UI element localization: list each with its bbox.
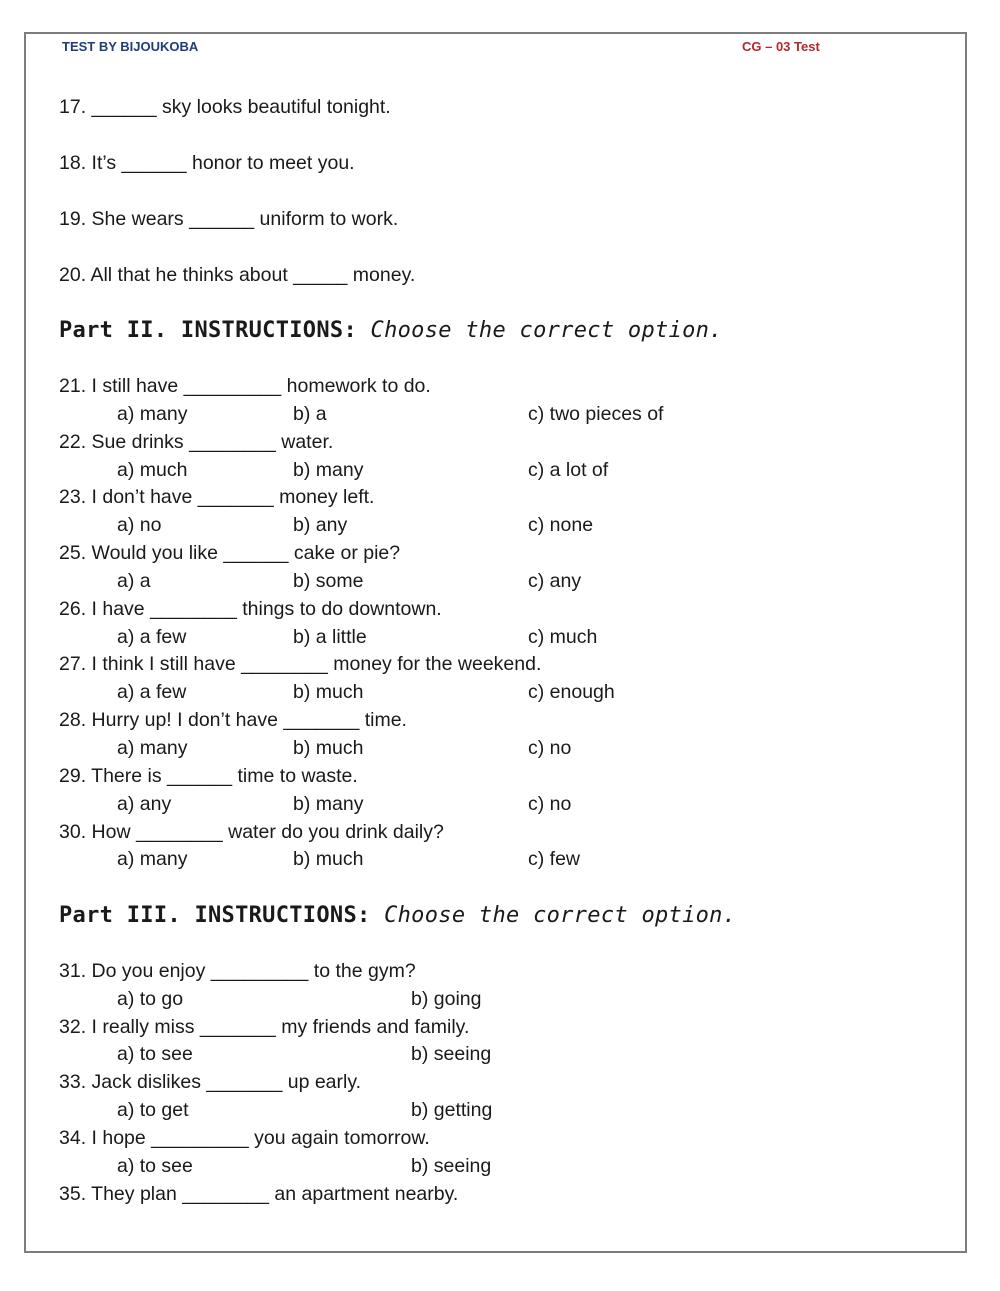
part3-title-italic: Choose the correct option.	[384, 903, 737, 928]
option-22-c: c) a lot of	[528, 459, 609, 481]
option-25-b: b) some	[293, 570, 364, 592]
option-22-a: a) much	[117, 459, 188, 481]
option-33-a: a) to get	[117, 1099, 189, 1121]
part3-title-bold: Part III. INSTRUCTIONS:	[59, 903, 371, 928]
part2-title	[59, 317, 723, 345]
option-23-a: a) no	[117, 514, 162, 536]
question-30: 30. How ________ water do you drink daily?	[59, 821, 444, 843]
option-28-c: c) no	[528, 737, 572, 759]
option-34-b: b) seeing	[411, 1155, 492, 1177]
question-31: 31. Do you enjoy _________ to the gym?	[59, 960, 416, 982]
question-26: 26. I have ________ things to do downtown.	[59, 598, 442, 620]
question-19: 19. She wears ______ uniform to work.	[59, 208, 399, 230]
part2-title-italic: Choose the correct option.	[370, 318, 723, 343]
option-27-a: a) a few	[117, 681, 187, 703]
header-test-code: CG – 03 Test	[742, 39, 820, 54]
option-27-b: b) much	[293, 681, 364, 703]
question-34: 34. I hope _________ you again tomorrow.	[59, 1127, 430, 1149]
option-21-c: c) two pieces of	[528, 403, 664, 425]
option-34-a: a) to see	[117, 1155, 193, 1177]
option-25-a: a) a	[117, 570, 151, 592]
option-23-c: c) none	[528, 514, 594, 536]
option-25-c: c) any	[528, 570, 582, 592]
option-31-b: b) going	[411, 988, 482, 1010]
option-32-a: a) to see	[117, 1043, 193, 1065]
option-21-a: a) many	[117, 403, 188, 425]
question-32: 32. I really miss _______ my friends and family.	[59, 1016, 470, 1038]
option-26-a: a) a few	[117, 626, 187, 648]
question-33: 33. Jack dislikes _______ up early.	[59, 1071, 362, 1093]
option-26-c: c) much	[528, 626, 598, 648]
question-22: 22. Sue drinks ________ water.	[59, 431, 334, 453]
option-29-b: b) many	[293, 793, 364, 815]
question-23: 23. I don’t have _______ money left.	[59, 486, 375, 508]
option-27-c: c) enough	[528, 681, 615, 703]
part2-title-bold: Part II. INSTRUCTIONS:	[59, 318, 357, 343]
option-33-b: b) getting	[411, 1099, 493, 1121]
question-17: 17. ______ sky looks beautiful tonight.	[59, 96, 391, 118]
option-30-c: c) few	[528, 848, 581, 870]
header-author: TEST BY BIJOUKOBA	[62, 39, 199, 54]
option-28-a: a) many	[117, 737, 188, 759]
option-30-a: a) many	[117, 848, 188, 870]
option-30-b: b) much	[293, 848, 364, 870]
question-28: 28. Hurry up! I don’t have _______ time.	[59, 709, 407, 731]
question-21: 21. I still have _________ homework to do.	[59, 375, 431, 397]
option-22-b: b) many	[293, 459, 364, 481]
part3-title	[59, 902, 736, 930]
option-32-b: b) seeing	[411, 1043, 492, 1065]
option-29-a: a) any	[117, 793, 172, 815]
option-31-a: a) to go	[117, 988, 184, 1010]
question-27: 27. I think I still have ________ money for the weekend.	[59, 653, 542, 675]
question-20: 20. All that he thinks about _____ money.	[59, 264, 416, 286]
question-25: 25. Would you like ______ cake or pie?	[59, 542, 401, 564]
option-26-b: b) a little	[293, 626, 367, 648]
question-18: 18. It’s ______ honor to meet you.	[59, 152, 355, 174]
question-29: 29. There is ______ time to waste.	[59, 765, 358, 787]
option-23-b: b) any	[293, 514, 348, 536]
option-29-c: c) no	[528, 793, 572, 815]
question-35: 35. They plan ________ an apartment nearby.	[59, 1183, 459, 1205]
option-28-b: b) much	[293, 737, 364, 759]
option-21-b: b) a	[293, 403, 327, 425]
